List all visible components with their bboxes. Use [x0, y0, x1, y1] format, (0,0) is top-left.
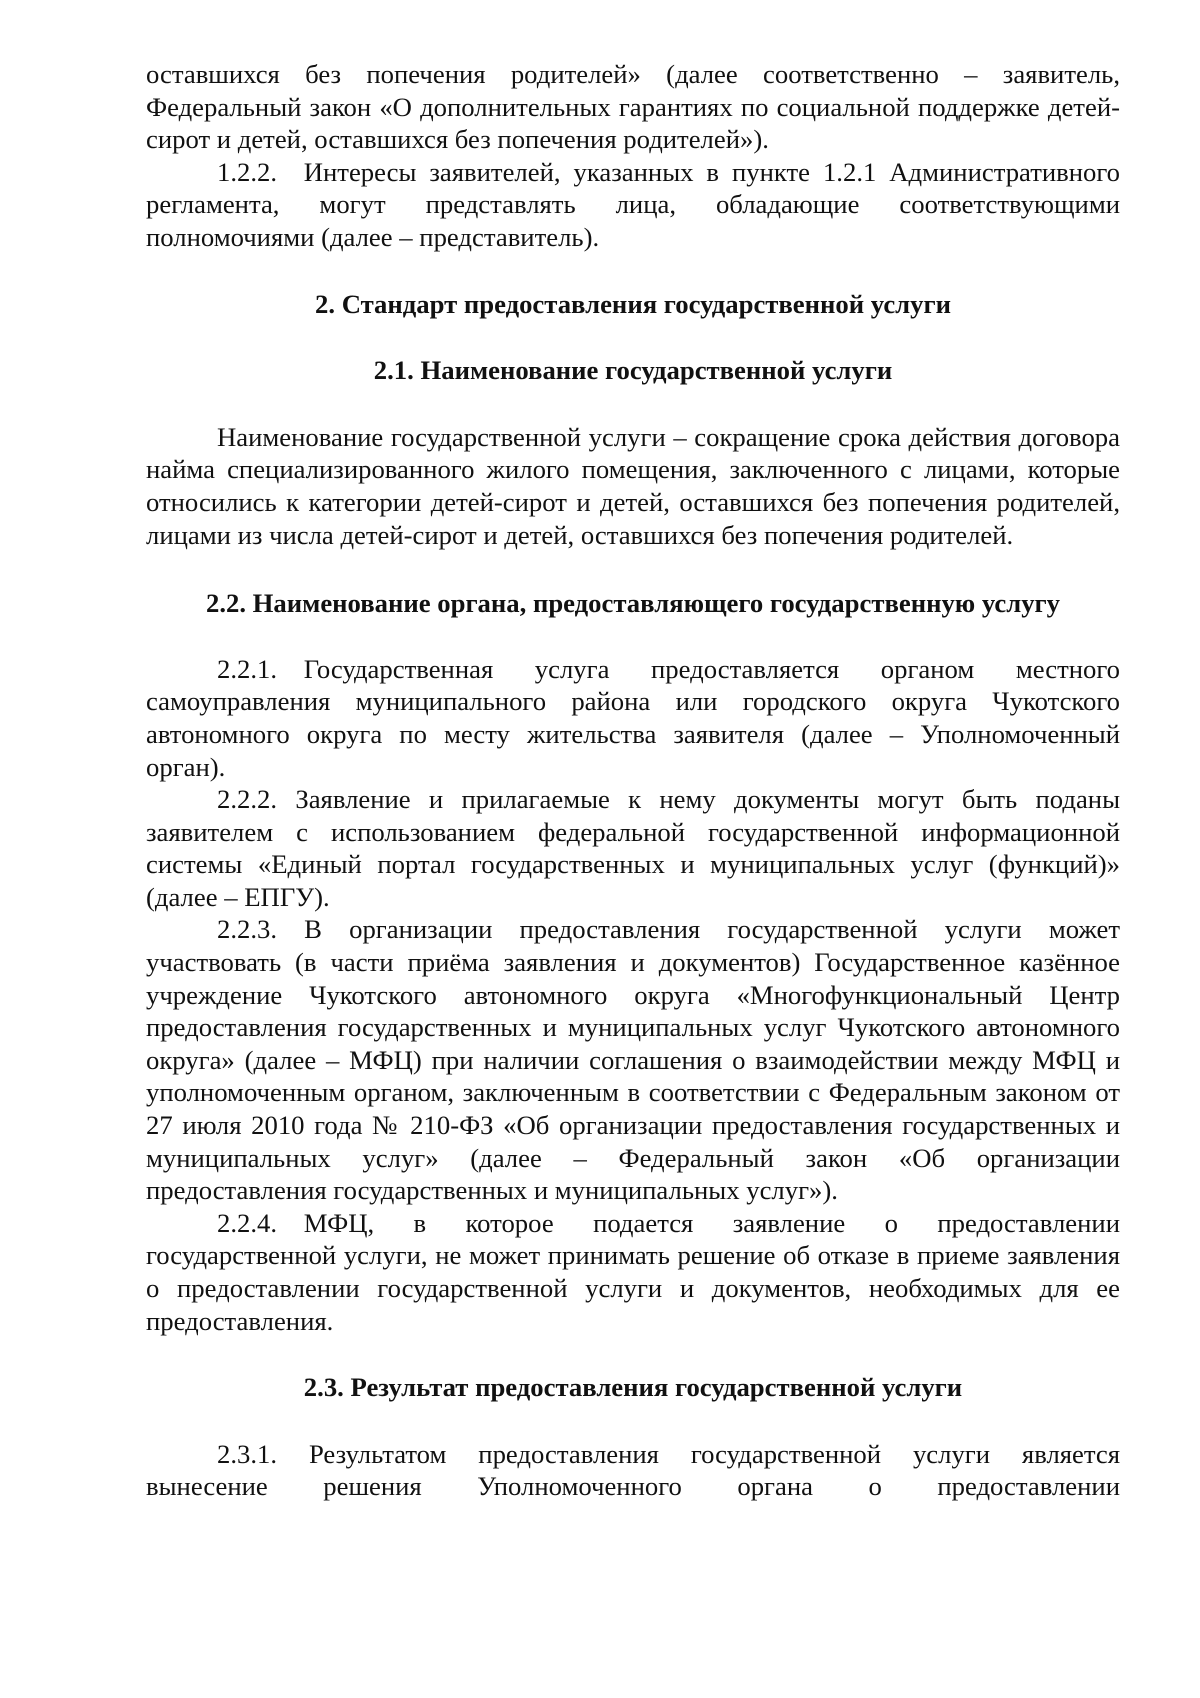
section-2-1-heading: 2.1. Наименование государственной услуги	[373, 355, 893, 386]
paragraph-2-2-1: 2.2.1. Государственная услуга предоставляется органом местного самоуправления муниципального района или городского округа Чукотского автономного округа по месту жительства заявителя (далее – Уполномоченный орган).	[146, 653, 1120, 782]
intro-continuation-paragraph: оставшихся без попечения родителей» (далее соответственно – заявитель, Федеральный закон «О дополнительных гарантиях по социальной поддержке детей-сирот и детей, оставшихся без попечения родителей»).	[146, 59, 1120, 155]
paragraph-2-3-1: 2.3.1. Результатом предоставления государственной услуги является вынесение решения Уполномоченного органа о предоставлении	[146, 1438, 1120, 1502]
section-2-2-heading: 2.2. Наименование органа, предоставляющего государственную услугу	[205, 588, 1061, 619]
paragraph-2-2-2: 2.2.2. Заявление и прилагаемые к нему документы могут быть поданы заявителем с использованием федеральной государственной информационной системы «Единый портал государственных и муниципальных услуг (функций)» (далее – ЕПГУ).	[146, 784, 1120, 912]
section-2-2-body	[146, 653, 1120, 1337]
paragraph-2-1: Наименование государственной услуги – сокращение срока действия договора найма специализированного жилого помещения, заключенного с лицами, которые относились к категории детей-сирот и детей, оставшихся без попечения родителей, лицами из числа детей-сирот и детей, оставшихся без попечения родителей.	[146, 421, 1120, 550]
section-2-heading: 2. Стандарт предоставления государственной услуги	[315, 288, 951, 319]
paragraph-2-2-3: 2.2.3. В организации предоставления государственной услуги может участвовать (в части приёма заявления и документов) Государственное казённое учреждение Чукотского автономного округа «Многофункциональный Центр предоставления государственных и муниципальных услуг Чукотского автономного округа» (далее – МФЦ) при наличии соглашения о взаимодействии между МФЦ и уполномоченным органом, заключенным в соответствии с Федеральным законом от 27 июля 2010 года № 210-ФЗ «Об организации предоставления государственных и муниципальных услуг» (далее – Федеральный закон «Об организации предоставления государственных и муниципальных услуг»).	[146, 914, 1120, 1206]
paragraph-2-2-4: 2.2.4. МФЦ, в которое подается заявление о предоставлении государственной услуги, не может принимать решение об отказе в приеме заявления о предоставлении государственной услуги и документов, необходимых для ее предоставления.	[146, 1207, 1120, 1336]
paragraph-1-2-2: 1.2.2. Интересы заявителей, указанных в пункте 1.2.1 Административного регламента, могут представлять лица, обладающие соответствующими полномочиями (далее – представитель).	[146, 156, 1120, 252]
section-2-3-heading: 2.3. Результат предоставления государственной услуги	[303, 1372, 963, 1403]
